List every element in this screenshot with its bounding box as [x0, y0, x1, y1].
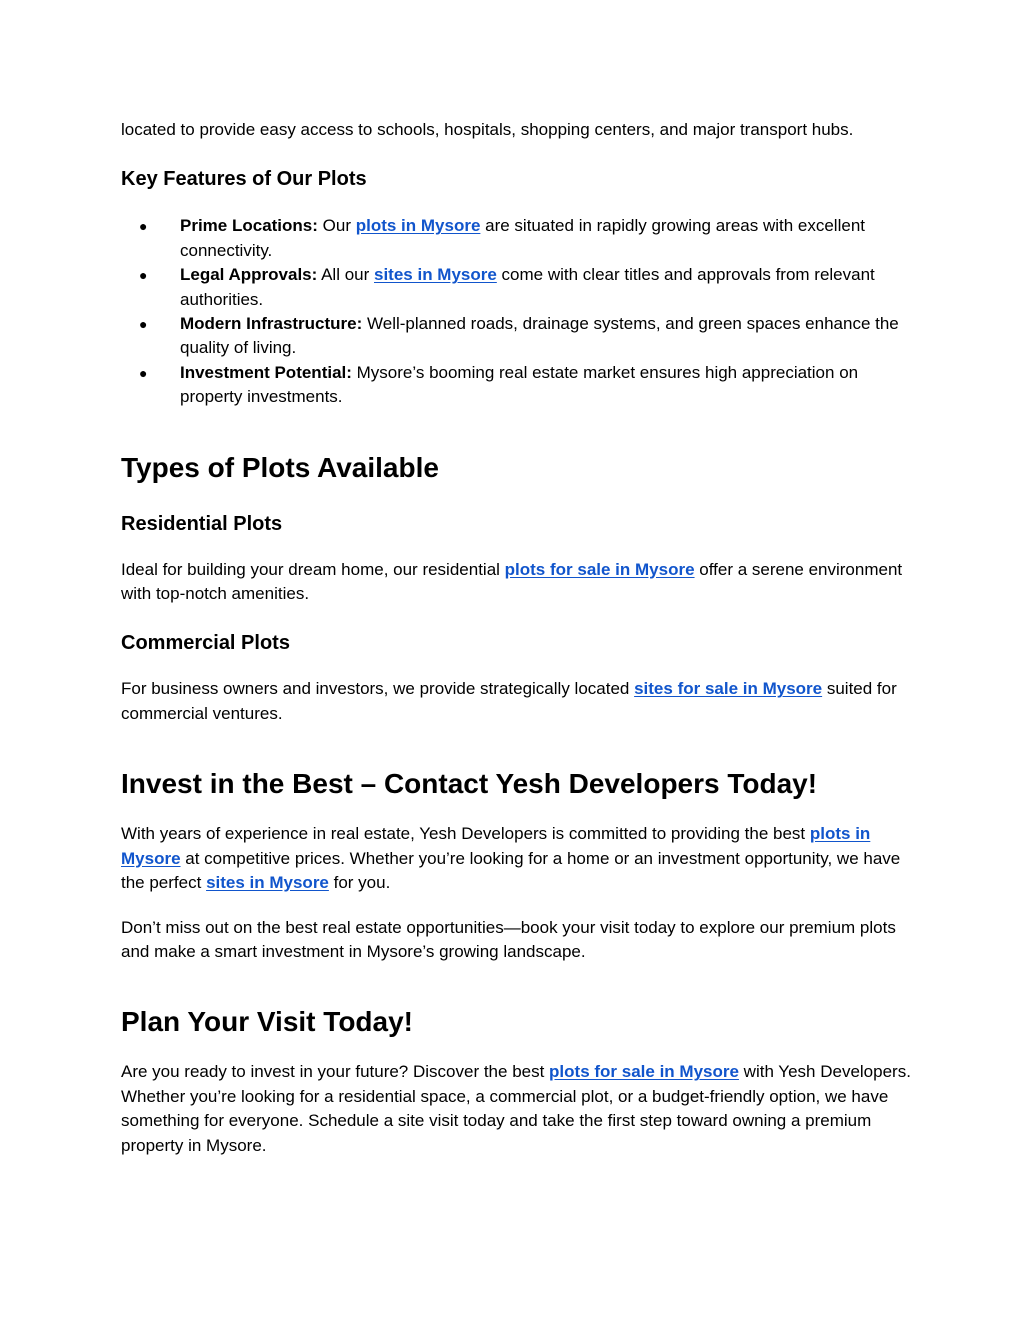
visit-paragraph	[121, 1060, 911, 1158]
commercial-text-before: For business owners and investors, we provide strategically located	[121, 679, 635, 699]
residential-plots-heading: Residential Plots	[121, 512, 283, 535]
features-list	[121, 214, 911, 409]
feature-title: Modern Infrastructure:	[180, 314, 363, 334]
commercial-plots-heading: Commercial Plots	[121, 632, 290, 655]
feature-text-before: Our	[317, 216, 356, 236]
feature-item-modern-infrastructure	[121, 312, 911, 361]
invest-text-middle: at competitive prices. Whether you’re looking for a home or an investment opportunity, we have the perfect	[121, 848, 901, 893]
intro-paragraph: located to provide easy access to schools, hospitals, shopping centers, and major transport hubs.	[121, 120, 854, 139]
feature-item-prime-locations	[121, 214, 911, 263]
sites-in-mysore-link[interactable]: sites in Mysore	[206, 873, 329, 893]
invest-heading: Invest in the Best – Contact Yesh Developers Today!	[121, 768, 818, 800]
feature-text-after: are situated in rapidly growing areas with excellent connectivity.	[180, 216, 865, 260]
invest-text-after: for you.	[328, 873, 391, 893]
plots-in-mysore-link[interactable]: plots in Mysore	[355, 216, 481, 236]
plan-visit-heading: Plan Your Visit Today!	[121, 1006, 413, 1038]
feature-title: Investment Potential:	[180, 362, 352, 382]
commercial-text-after: suited for commercial ventures.	[121, 679, 897, 723]
feature-title: Prime Locations:	[180, 216, 318, 236]
visit-text-before: Are you ready to invest in your future? Discover the best	[121, 1062, 550, 1082]
types-of-plots-heading: Types of Plots Available	[121, 451, 439, 483]
feature-text-before: All our	[317, 265, 374, 285]
invest-paragraph	[121, 822, 911, 895]
bullet-icon: ●	[139, 316, 148, 333]
plots-for-sale-in-mysore-link[interactable]: plots for sale in Mysore	[549, 1062, 739, 1082]
residential-paragraph	[121, 558, 911, 607]
invest-text-before: With years of experience in real estate, Yesh Developers is committed to providing the best	[121, 824, 810, 844]
feature-item-investment-potential	[121, 361, 911, 410]
key-features-heading: Key Features of Our Plots	[121, 168, 367, 191]
opportunities-paragraph: Don’t miss out on the best real estate opportunities—book your visit today to explore our premium plots and make a smart investment in Mysore’s growing landscape.	[121, 917, 896, 961]
commercial-paragraph	[121, 677, 911, 726]
bullet-icon: ●	[139, 267, 148, 284]
residential-text-before: Ideal for building your dream home, our residential	[121, 559, 505, 579]
visit-text-after: with Yesh Developers. Whether you’re looking for a residential space, a commercial plot, or a budget-friendly option, we have something for everyone. Schedule a site visit today and take the first step toward owning a premium property in Mysore.	[121, 1062, 911, 1155]
residential-text-after: offer a serene environment with top-notch amenities.	[121, 559, 903, 604]
feature-text: Well-planned roads, drainage systems, and green spaces enhance the quality of living.	[180, 314, 899, 358]
sites-in-mysore-link[interactable]: sites in Mysore	[374, 265, 497, 285]
sites-for-sale-in-mysore-link[interactable]: sites for sale in Mysore	[634, 679, 823, 699]
document-page	[121, 118, 911, 1158]
feature-title: Legal Approvals:	[180, 265, 318, 285]
bullet-icon: ●	[139, 218, 148, 235]
feature-item-legal-approvals	[121, 263, 911, 312]
feature-text: Mysore’s booming real estate market ensures high appreciation on property investments.	[180, 362, 859, 407]
bullet-icon: ●	[139, 364, 148, 381]
feature-text-after: come with clear titles and approvals from relevant authorities.	[180, 265, 875, 309]
plots-in-mysore-link[interactable]: plots in Mysore	[121, 824, 871, 868]
plots-for-sale-in-mysore-link[interactable]: plots for sale in Mysore	[504, 559, 695, 579]
